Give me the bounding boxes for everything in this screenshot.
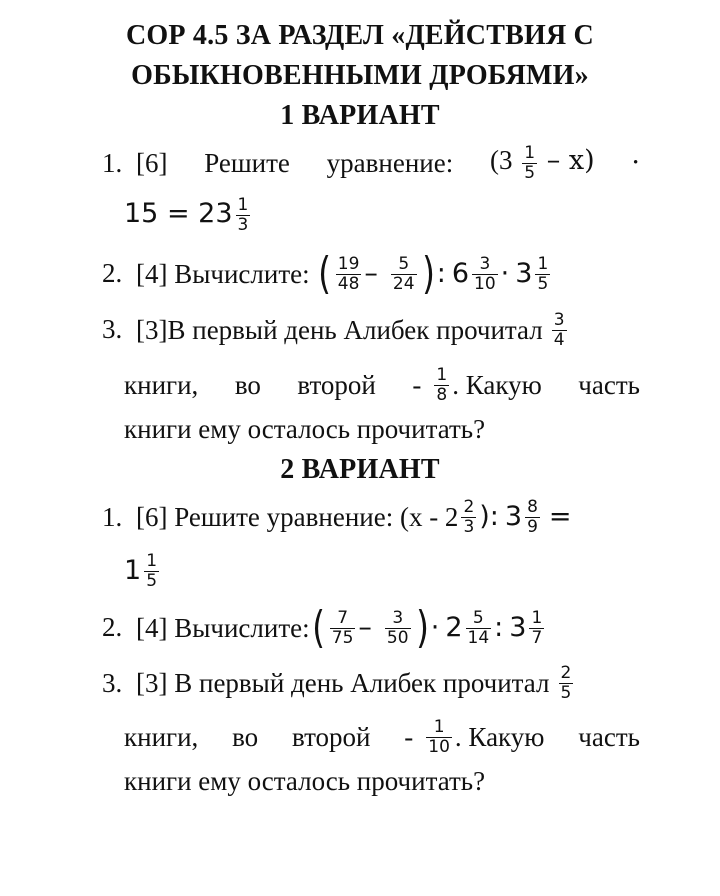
v2-task3-number: 3. xyxy=(102,668,123,698)
v2-task2-number: 2. xyxy=(102,612,123,642)
v1-task3-fraction-1: $\frac{3}{4}$ xyxy=(553,309,565,350)
v2-task2-close-paren: ) xyxy=(415,602,429,653)
v1-task2-close-paren: ) xyxy=(421,248,435,299)
v1-task2-open-paren: ( xyxy=(317,248,331,299)
v1-task2-number: 2. xyxy=(102,258,123,288)
v2-task3-fraction-1: $\frac{2}{5}$ xyxy=(560,662,572,703)
v2-task3-line3: книги ему осталось прочитать? xyxy=(124,766,486,796)
v2-task1-number: 1. xyxy=(102,502,123,532)
v1-task2-fraction-4: $\frac{1}{5}$ xyxy=(537,253,549,294)
variant-2-heading: 2 ВАРИАНТ xyxy=(280,454,440,485)
v2-task3-line2: книги, во второй - $\frac{1}{10}$ . Какую часть xyxy=(124,716,640,757)
v1-task1-fraction-1: $\frac{1}{5}$ xyxy=(524,142,536,183)
v2-task1-line2: 1 $\frac{1}{5}$ xyxy=(124,550,158,591)
title-line-1: СОР 4.5 ЗА РАЗДЕЛ «ДЕЙСТВИЯ С xyxy=(126,20,594,51)
v1-task2-fraction-3: $\frac{3}{10}$ xyxy=(474,253,496,294)
v2-task1-line1: [6] Решите уравнение: (х - 2 $\frac{2}{3}$ ): 3 $\frac{8}{9}$ = xyxy=(136,496,572,537)
v1-task1-line1 xyxy=(136,143,640,183)
title-line-2: ОБЫКНОВЕННЫМИ ДРОБЯМИ» xyxy=(131,60,589,91)
v2-task1-fraction-3: $\frac{1}{5}$ xyxy=(146,550,158,591)
v1-task1-fraction-2: $\frac{1}{3}$ xyxy=(237,195,249,236)
v1-task1-word-equation: уравнение: xyxy=(326,148,454,178)
v2-task2-fraction-2: $\frac{3}{50}$ xyxy=(386,607,409,648)
v1-task1-points: [6] xyxy=(136,148,168,178)
v2-task3-fraction-2: $\frac{1}{10}$ xyxy=(428,716,450,757)
v1-task3-line1: [3]В первый день Алибек прочитал $\frac{3}{4}$ xyxy=(136,309,565,350)
v2-task2-fraction-3: $\frac{5}{14}$ xyxy=(467,607,490,648)
variant-1-heading: 1 ВАРИАНТ xyxy=(280,100,440,131)
v2-task1-fraction-1: $\frac{2}{3}$ xyxy=(463,496,475,537)
v1-task1-expression: (3 $\frac{1}{5}$ – x) xyxy=(489,142,595,183)
v1-task3-fraction-2: $\frac{1}{8}$ xyxy=(436,364,448,405)
v1-task1-dot: · xyxy=(631,147,640,178)
v1-task2-fraction-2: $\frac{5}{24}$ xyxy=(392,253,415,294)
v2-task2-fraction-4: $\frac{1}{7}$ xyxy=(531,607,543,648)
v1-task1-word-solve: Решите xyxy=(204,148,290,178)
v1-task2-fraction-1: $\frac{19}{48}$ xyxy=(337,253,360,294)
v1-task3-line2: книги, во второй - $\frac{1}{8}$ . Какую часть xyxy=(124,364,640,405)
v2-task3-line1: [3] В первый день Алибек прочитал $\frac{2}{5}$ xyxy=(136,662,572,703)
v1-task2-line: [4] Вычислите: ( $\frac{19}{48}$ – $\frac{5}{24}$ ) : 6 $\frac{3}{10}$ · 3 $\frac{1}{5}$ xyxy=(136,248,549,299)
v1-task3-line3: книги ему осталось прочитать? xyxy=(124,414,486,444)
v2-task1-fraction-2: $\frac{8}{9}$ xyxy=(527,496,538,537)
v1-task3-number: 3. xyxy=(102,314,123,344)
v1-task1-line2: 15 = 23 $\frac{1}{3}$ xyxy=(124,195,249,236)
v2-task2-fraction-1: $\frac{7}{75}$ xyxy=(331,607,354,648)
v2-task2-line: [4] Вычислите: ( $\frac{7}{75}$ – $\frac{3}{50}$ ) · 2 $\frac{5}{14}$ : 3 $\frac{1}{7}$ xyxy=(136,602,543,653)
v1-task1-number: 1. xyxy=(102,148,123,178)
v2-task2-open-paren: ( xyxy=(311,602,325,653)
